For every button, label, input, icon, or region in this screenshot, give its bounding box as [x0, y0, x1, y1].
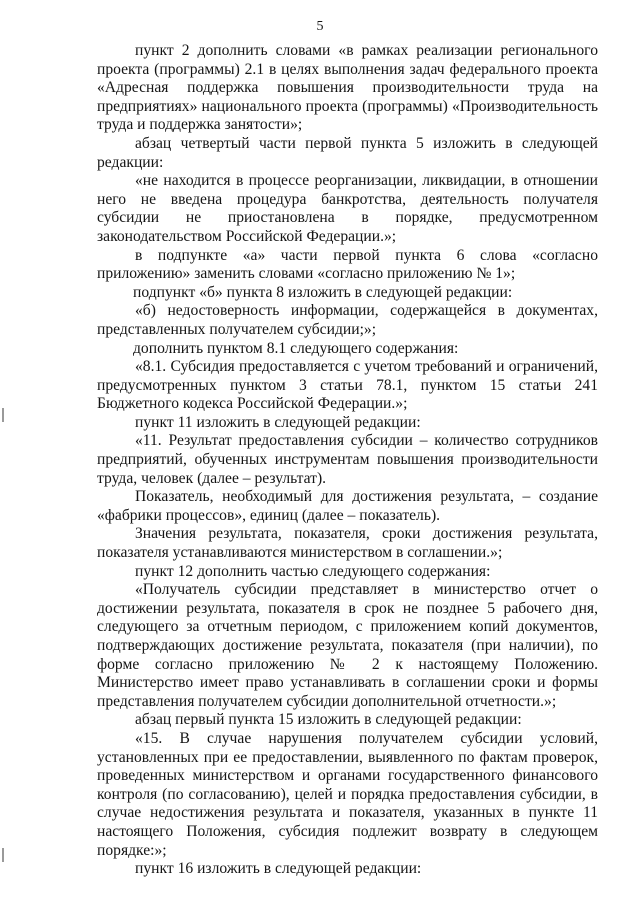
paragraph-point-11-result: «11. Результат предоставления субсидии – количество сотрудников предприятий, обученных инструментам повышения производительности труда, человек (далее – результат).	[97, 432, 598, 487]
paragraph-amend-point-5-text: «не находится в процессе реорганизации, ликвидации, в отношении него не введена процедура банкротства, деятельность получателя субсидии не приостановлена в порядке, предусмотренном законодательством Российской Федерации.»;	[97, 172, 598, 245]
document-body	[97, 42, 598, 879]
page-number: 5	[316, 19, 324, 34]
paragraph-amend-point-2: пункт 2 дополнить словами «в рамках реализации регионального проекта (программы) 2.1 в целях выполнения задач федерального проекта «Адресная поддержка повышения производительности труда на предприятиях» национального проекта (программы) «Производительность труда и поддержка занятости»;	[97, 42, 598, 134]
scan-edge-mark	[2, 408, 4, 422]
paragraph-amend-point-11-instruction: пункт 11 изложить в следующей редакции:	[135, 413, 421, 431]
paragraph-amend-point-12-instruction: пункт 12 дополнить частью следующего содержания:	[135, 562, 491, 580]
paragraph-amend-point-8-instruction: подпункт «б» пункта 8 изложить в следующей редакции:	[133, 283, 513, 301]
paragraph-point-11-values: Значения результата, показателя, сроки достижения результата, показателя устанавливаются министерством в соглашении.»;	[97, 525, 598, 562]
paragraph-point-15-text: «15. В случае нарушения получателем субсидии условий, установленных при ее предоставлении, выявленного по фактам проверок, проведенных министерством и органами государственного финансового контроля (по согласованию), целей и порядка предоставления субсидии, в случае недостижения результата и показателя, указанных в пункте 11 настоящего Положения, субсидия подлежит возврату в следующем порядке:»;	[97, 729, 598, 859]
paragraph-amend-point-5-instruction: абзац четвертый части первой пункта 5 изложить в следующей редакции:	[97, 134, 598, 171]
paragraph-add-point-8-1-instruction: дополнить пунктом 8.1 следующего содержания:	[133, 339, 459, 357]
paragraph-point-11-indicator: Показатель, необходимый для достижения результата, – создание «фабрики процессов», единиц (далее – показатель).	[97, 488, 598, 524]
paragraph-amend-point-15-instruction: абзац первый пункта 15 изложить в следующей редакции:	[135, 711, 522, 729]
paragraph-amend-point-16-instruction: пункт 16 изложить в следующей редакции:	[135, 860, 422, 878]
paragraph-point-12-text: «Получатель субсидии представляет в министерство отчет о достижении результата, показателя в срок не позднее 5 рабочего дня, следующего за отчетным периодом, с приложением копий документов, подтверждающих достижение результата, показателя (при наличии), по форме согласно приложению № 2 к настоящему Положению. Министерство имеет право устанавливать в соглашении сроки и формы представления получателем субсидии дополнительной отчетности.»;	[97, 581, 598, 710]
scan-edge-mark	[2, 848, 4, 862]
paragraph-point-8-1-text: «8.1. Субсидия предоставляется с учетом требований и ограничений, предусмотренных пунктом 3 статьи 78.1, пунктом 15 статьи 241 Бюджетного кодекса Российской Федерации.»;	[97, 358, 598, 413]
paragraph-amend-point-8-text: «б) недостоверность информации, содержащейся в документах, представленных получателем субсидии;»;	[97, 302, 598, 338]
paragraph-amend-point-6: в подпункте «а» части первой пункта 6 слова «согласно приложению» заменить словами «согласно приложению № 1»;	[97, 246, 598, 283]
